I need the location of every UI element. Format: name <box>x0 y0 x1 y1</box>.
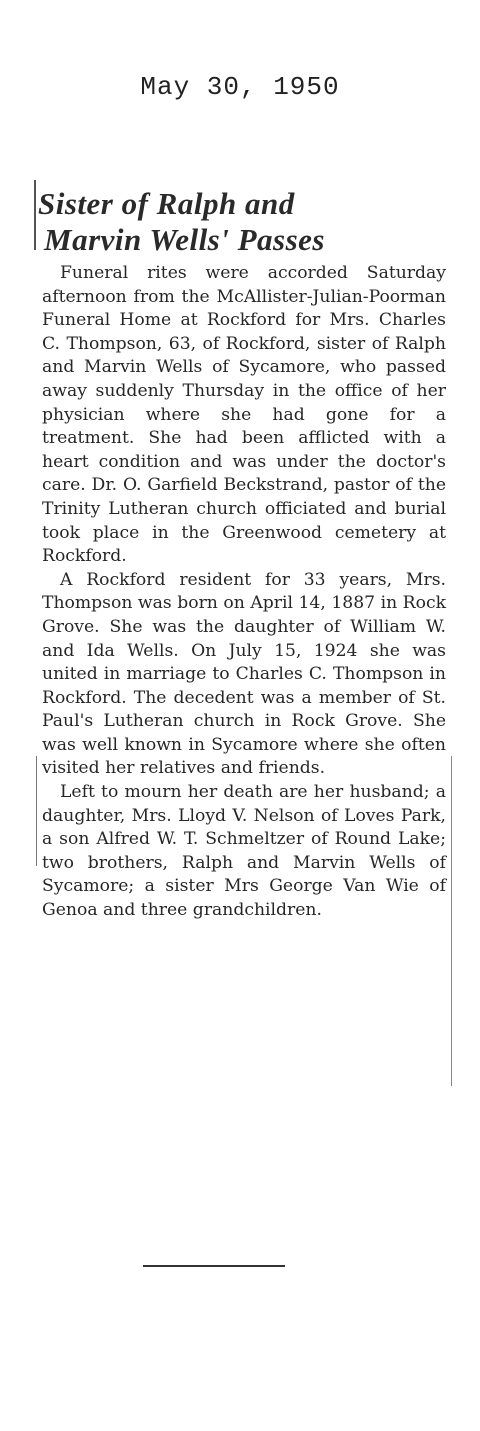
article-paragraph-3: Left to mourn her death are her husband; a daughter, Mrs. Lloyd V. Nelson of Loves Park, a son Alfred W. T. Schmeltzer of Round Lake; two brothers, Ralph and Marvin Wells of Sycamore; a sister Mrs George Van Wie of Genoa and three grandchildren. <box>42 782 446 921</box>
clipping-edge-mark <box>451 756 452 1086</box>
clipping-edge-mark <box>36 756 37 866</box>
article-body <box>36 262 446 923</box>
clipping-edge-mark <box>34 180 36 250</box>
headline <box>38 186 446 258</box>
article-paragraph-1: Funeral rites were accorded Saturday afternoon from the McAllister-Julian-Poorman Funeral Home at Rockford for Mrs. Charles C. Thompson, 63, of Rockford, sister of Ralph and Marvin Wells of Sycamore, who passed away suddenly Thursday in the office of her physician where she had gone for a treatment. She had been afflicted with a heart condition and was under the doctor's care. Dr. O. Garfield Beckstrand, pastor of the Trinity Lutheran church officiated and burial took place in the Greenwood cemetery at Rockford. <box>42 263 446 567</box>
article-paragraph-2: A Rockford resident for 33 years, Mrs. Thompson was born on April 14, 1887 in Rock Grove. She was the daughter of William W. and Ida Wells. On July 15, 1924 she was united in marriage to Charles C. Thompson in Rockford. The decedent was a member of St. Paul's Lutheran church in Rock Grove. She was well known in Sycamore where she often visited her relatives and friends. <box>42 569 446 779</box>
headline-line-2: Marvin Wells' Passes <box>44 222 325 257</box>
end-rule <box>143 1265 285 1267</box>
clipping-date: May 30, 1950 <box>140 72 340 102</box>
newspaper-clipping <box>36 176 446 923</box>
headline-line-1: Sister of Ralph and <box>38 186 295 221</box>
